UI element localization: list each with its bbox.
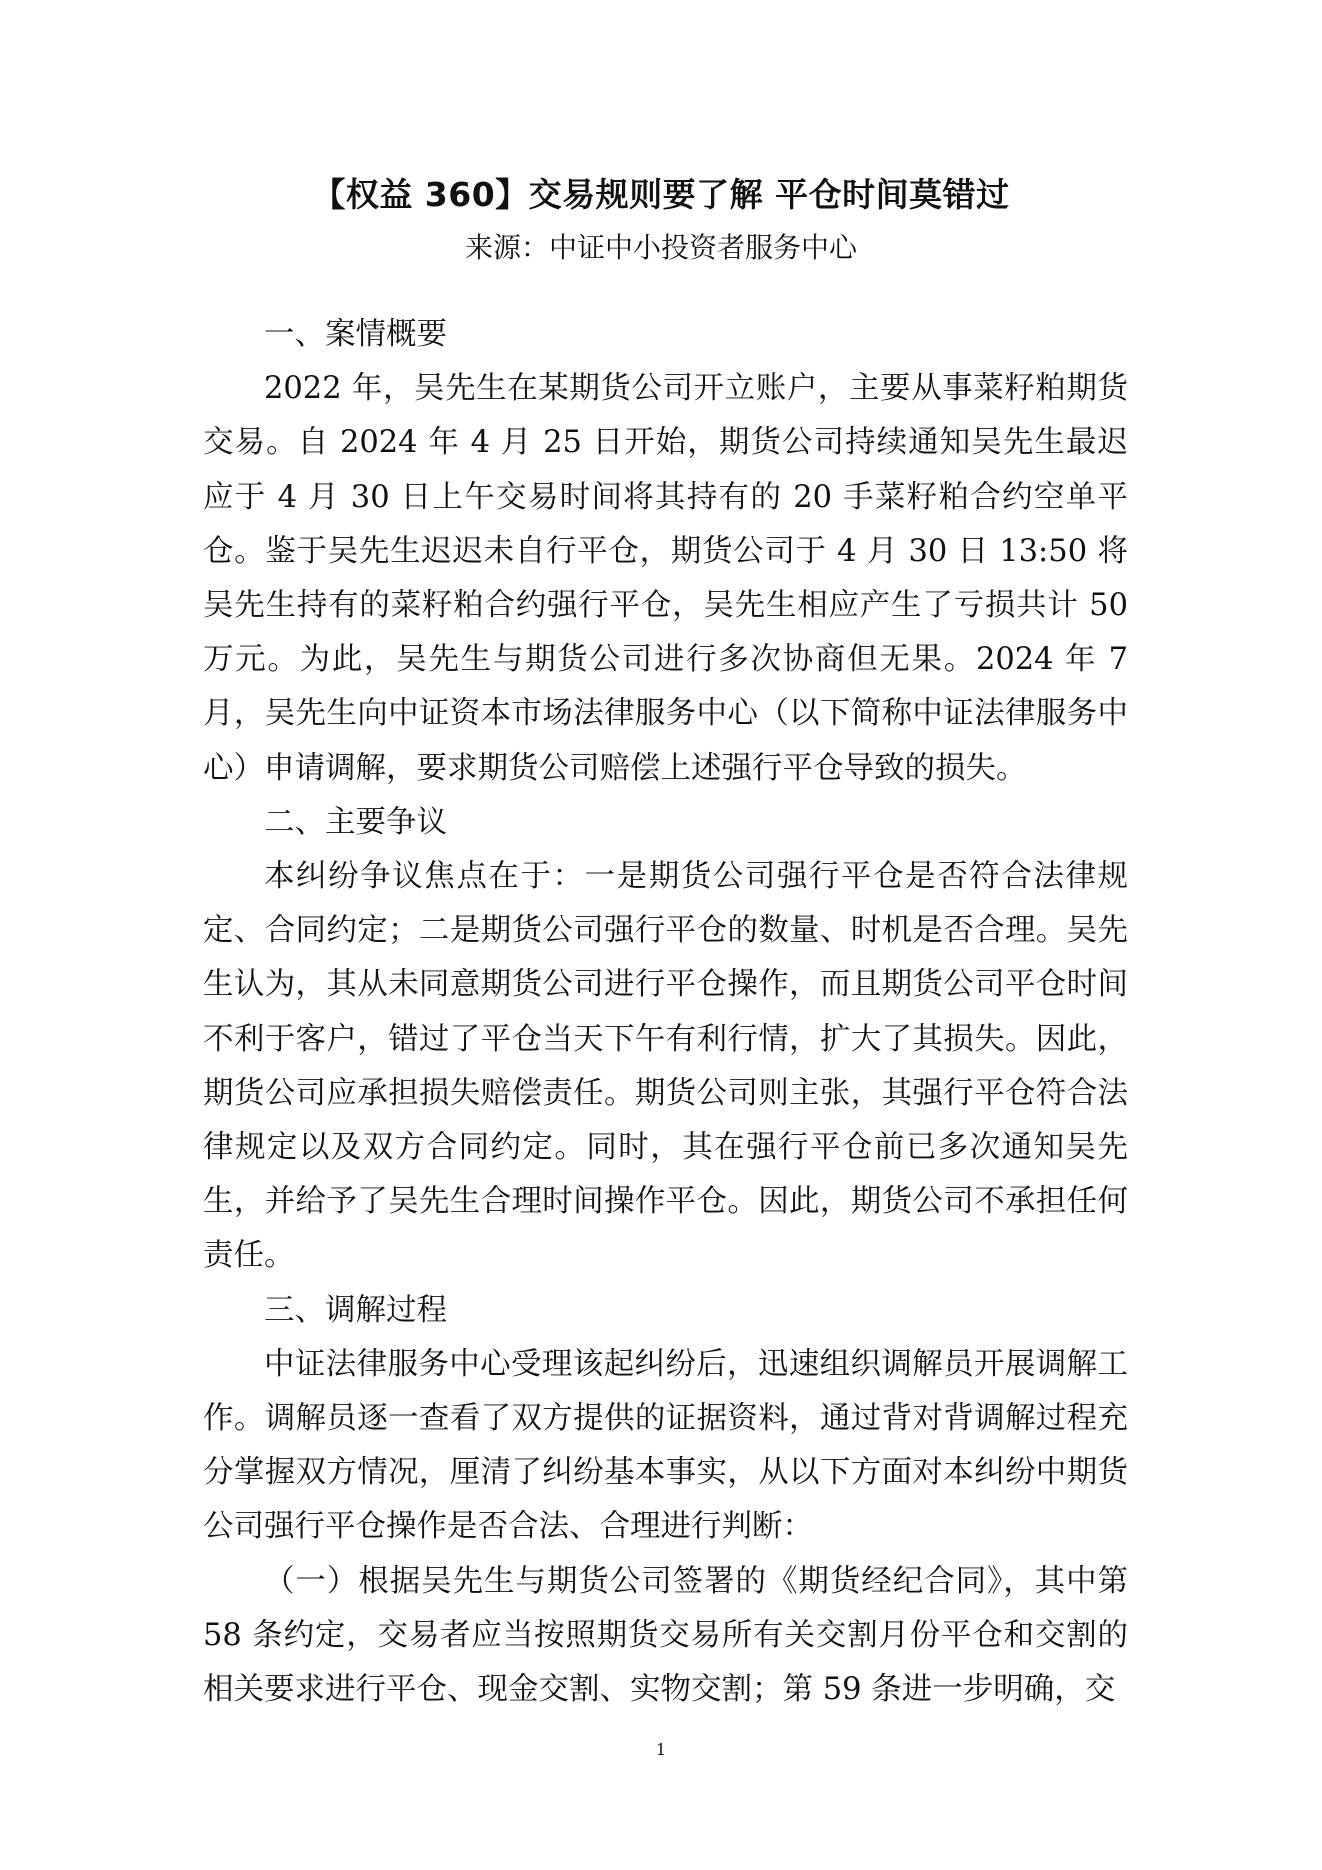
section-heading-mediation-process: 三、调解过程 [264, 1292, 447, 1328]
document-source: 来源：中证中小投资者服务中心 [464, 231, 857, 264]
document-body [203, 308, 1128, 1717]
paragraph-contract-clause: （一）根据吴先生与期货公司签署的《期货经纪合同》，其中第 58 条约定，交易者应当按照期货交易所有关交割月份平仓和交割的相关要求进行平仓、现金交割、实物交割；第 59 条进一步明确，交 [203, 1563, 1128, 1708]
section-heading-main-dispute: 二、主要争议 [264, 804, 447, 840]
section-heading-case-summary: 一、案情概要 [264, 317, 447, 352]
paragraph-main-dispute: 本纠纷争议焦点在于：一是期货公司强行平仓是否符合法律规定、合同约定；二是期货公司强行平仓的数量、时机是否合理。吴先生认为，其从未同意期货公司进行平仓操作，而且期货公司平仓时间不利于客户，错过了平仓当天下午有利行情，扩大了其损失。因此，期货公司应承担损失赔偿责任。期货公司则主张，其强行平仓符合法律规定以及双方合同约定。同时，其在强行平仓前已多次通知吴先生，并给予了吴先生合理时间操作平仓。因此，期货公司不承担任何责任。 [203, 859, 1128, 1274]
paragraph-case-summary: 2022 年，吴先生在某期货公司开立账户，主要从事菜籽粕期货交易。自 2024 年 4 月 25 日开始，期货公司持续通知吴先生最迟应于 4 月 30 日上午交易时间将其持有的 20 手菜籽粕合约空单平仓。鉴于吴先生迟迟未自行平仓，期货公司于 4 月 30 日 13:50 将吴先生持有的菜籽粕合约强行平仓，吴先生相应产生了亏损共计 50 万元。为此，吴先生与期货公司进行多次协商但无果。2024 年 7 月，吴先生向中证资本市场法律服务中心（以下简称中证法律服务中心）申请调解，要求期货公司赔偿上述强行平仓导致的损失。 [203, 371, 1128, 786]
paragraph-mediation-process: 中证法律服务中心受理该起纠纷后，迅速组织调解员开展调解工作。调解员逐一查看了双方提供的证据资料，通过背对背调解过程充分掌握双方情况，厘清了纠纷基本事实，从以下方面对本纠纷中期货公司强行平仓操作是否合法、合理进行判断： [203, 1346, 1128, 1545]
page-number: 1 [655, 1740, 667, 1759]
document-title: 【权益 360】交易规则要了解 平仓时间莫错过 [312, 175, 1010, 214]
